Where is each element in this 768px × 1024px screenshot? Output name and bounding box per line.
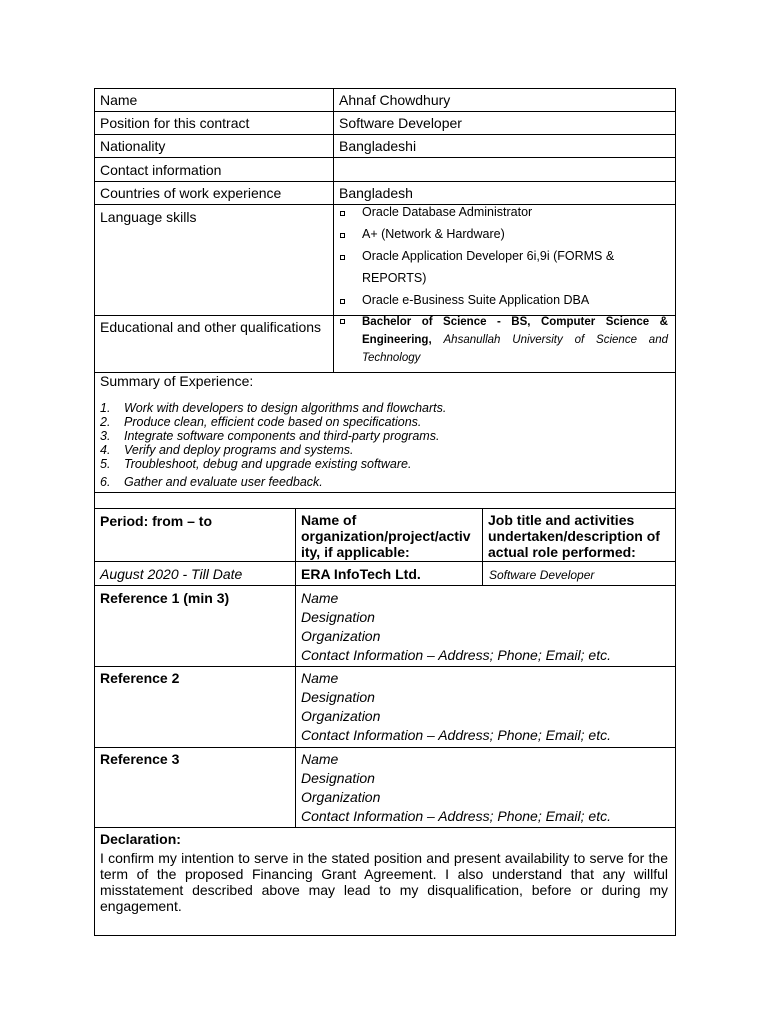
- reference-1-label: Reference 1 (min 3): [100, 590, 230, 606]
- declaration-text: I confirm my intention to serve in the stated position and present availability to serve for the term of the proposed Financing Grant Agreement. I also understand that any willful misstatement described above may lead to my disqualification, before or during my engagement.: [100, 850, 668, 914]
- contact-label: Contact information: [100, 162, 222, 178]
- square-bullet-icon: [340, 233, 345, 238]
- language-item: REPORTS): [362, 271, 427, 285]
- exp-period-value: August 2020 - Till Date: [100, 566, 243, 582]
- language-item: Oracle Database Administrator: [362, 205, 533, 219]
- reference-2-details: Name Designation Organization Contact Information – Address; Phone; Email; etc.: [301, 670, 611, 743]
- education-value: [362, 313, 668, 367]
- row-contact-value-cell: [333, 157, 676, 182]
- name-value: Ahnaf Chowdhury: [339, 92, 451, 108]
- exp-org-value: ERA InfoTech Ltd.: [301, 566, 421, 582]
- position-value: Software Developer: [339, 115, 462, 131]
- exp-role-value: Software Developer: [489, 568, 595, 582]
- position-label: Position for this contract: [100, 115, 250, 131]
- education-degree: Bachelor of Science - BS, Computer Science & Engineering,: [362, 316, 668, 346]
- declaration-heading: Declaration:: [100, 831, 181, 847]
- reference-3-details: Name Designation Organization Contact Information – Address; Phone; Email; etc.: [301, 751, 611, 824]
- summary-heading: Summary of Experience:: [100, 373, 254, 389]
- nationality-label: Nationality: [100, 138, 166, 154]
- spacer-row: [94, 492, 676, 509]
- nationality-value: Bangladeshi: [339, 138, 417, 154]
- cv-page: Name Ahnaf Chowdhury Position for this contract Software Developer Nationality Bangladeshi Contact information Countries of work experience Bangladesh Language skills Oracle Database Administrator A+ (Network & Hardware) Oracle Application Developer 6i,9i (FORMS & REPORTS) Oracle e-Business Suite Application DBA Educational and other qualifications Bachelor of Science - BS, Computer Science & Engineering, Ahsanullah University of Science and Technology Summary of Experience: 1. Work with developers to design algorithms and flowcharts. 2. Produce clean, efficient code based on specifications. 3. Integrate software components and third-party programs. 4. Verify and deploy programs and systems. 5. Troubleshoot, debug and upgrade existing software. 6. Gather and evaluate user feedback. Period: from – to Name of organization/project/activ ity, if applicable: Job title and activities undertaken/description of actual role performed: August 2020 - Till Date ERA InfoTech Ltd. Software Developer Reference 1 (min 3) Name Designation Organization Contact Information – Address; Phone; Email; etc. Reference 2 Name Designation Organization Contact Information – Address; Phone; Email; etc. Reference 3 Name Designation Organization Contact Information – Address; Phone; Email; etc. Declaration: I confirm my intention to serve in the stated position and present availability to serve for the term of the proposed Financing Grant Agreement. I also understand that any willful misstatement described above may lead to my disqualification, before or during my engagement.: [0, 0, 768, 1024]
- countries-label: Countries of work experience: [100, 185, 282, 201]
- name-label: Name: [100, 92, 138, 108]
- reference-3-label: Reference 3: [100, 751, 180, 767]
- exp-period-header: Period: from – to: [100, 513, 213, 529]
- countries-value: Bangladesh: [339, 185, 413, 201]
- education-institution: Ahsanullah University of Science and Technology: [362, 334, 668, 364]
- reference-1-details: Name Designation Organization Contact Information – Address; Phone; Email; etc.: [301, 590, 611, 663]
- language-item: Oracle Application Developer 6i,9i (FORMS &: [362, 249, 615, 263]
- language-item: Oracle e-Business Suite Application DBA: [362, 293, 590, 307]
- square-bullet-icon: [340, 319, 345, 324]
- exp-role-header: Job title and activities undertaken/description of actual role performed:: [488, 512, 660, 560]
- language-item: A+ (Network & Hardware): [362, 227, 505, 241]
- square-bullet-icon: [340, 211, 345, 216]
- language-list: [340, 201, 670, 313]
- education-label: Educational and other qualifications: [100, 319, 322, 335]
- language-label: Language skills: [100, 209, 197, 225]
- exp-org-header: Name of organization/project/activ ity, if applicable:: [301, 512, 471, 560]
- square-bullet-icon: [340, 299, 345, 304]
- reference-2-label: Reference 2: [100, 670, 180, 686]
- square-bullet-icon: [340, 255, 345, 260]
